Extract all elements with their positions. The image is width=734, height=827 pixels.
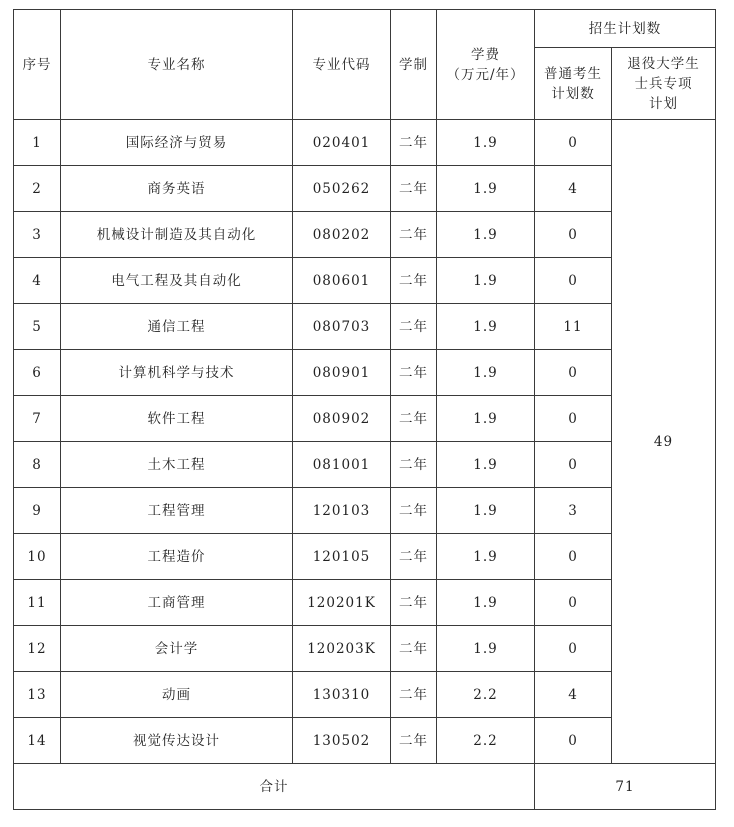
cell-regular: 0 [535, 396, 612, 442]
cell-regular: 0 [535, 442, 612, 488]
cell-fee: 1.9 [437, 534, 535, 580]
cell-duration: 二年 [391, 396, 437, 442]
cell-seq: 1 [14, 120, 61, 166]
cell-code: 080202 [293, 212, 391, 258]
cell-seq: 13 [14, 672, 61, 718]
cell-duration: 二年 [391, 166, 437, 212]
cell-regular: 0 [535, 626, 612, 672]
cell-regular: 11 [535, 304, 612, 350]
cell-seq: 12 [14, 626, 61, 672]
header-fee [437, 10, 535, 120]
cell-regular: 3 [535, 488, 612, 534]
header-name: 专业名称 [61, 10, 293, 120]
cell-duration: 二年 [391, 580, 437, 626]
table-row [14, 350, 716, 396]
cell-name: 视觉传达设计 [61, 718, 293, 764]
cell-name: 电气工程及其自动化 [61, 258, 293, 304]
cell-regular: 0 [535, 258, 612, 304]
cell-code: 120201K [293, 580, 391, 626]
table-row [14, 718, 716, 764]
cell-veteran-total: 49 [612, 120, 716, 764]
cell-regular: 0 [535, 718, 612, 764]
cell-fee: 1.9 [437, 488, 535, 534]
cell-name: 软件工程 [61, 396, 293, 442]
cell-code: 050262 [293, 166, 391, 212]
cell-duration: 二年 [391, 626, 437, 672]
header-plan-regular-line1: 普通考生 [544, 65, 602, 82]
table-row [14, 626, 716, 672]
cell-regular: 0 [535, 350, 612, 396]
cell-seq: 3 [14, 212, 61, 258]
cell-regular: 0 [535, 534, 612, 580]
header-plan-veteran-line3: 计划 [649, 95, 678, 112]
header-fee-line2: （万元/年） [446, 66, 525, 83]
cell-name: 工商管理 [61, 580, 293, 626]
cell-seq: 11 [14, 580, 61, 626]
cell-fee: 1.9 [437, 258, 535, 304]
table-row [14, 212, 716, 258]
cell-fee: 1.9 [437, 212, 535, 258]
cell-fee: 2.2 [437, 718, 535, 764]
cell-regular: 0 [535, 212, 612, 258]
cell-code: 080901 [293, 350, 391, 396]
cell-regular: 0 [535, 580, 612, 626]
enrollment-plan-table [13, 9, 716, 810]
table-row [14, 120, 716, 166]
cell-name: 机械设计制造及其自动化 [61, 212, 293, 258]
cell-name: 商务英语 [61, 166, 293, 212]
header-plan-group: 招生计划数 [535, 10, 716, 48]
table-row [14, 396, 716, 442]
cell-fee: 1.9 [437, 442, 535, 488]
cell-code: 081001 [293, 442, 391, 488]
cell-regular: 4 [535, 166, 612, 212]
table-row [14, 534, 716, 580]
table-row [14, 580, 716, 626]
cell-regular: 0 [535, 120, 612, 166]
table-row [14, 258, 716, 304]
cell-duration: 二年 [391, 258, 437, 304]
cell-code: 130310 [293, 672, 391, 718]
header-code: 专业代码 [293, 10, 391, 120]
cell-duration: 二年 [391, 534, 437, 580]
cell-name: 工程管理 [61, 488, 293, 534]
cell-duration: 二年 [391, 304, 437, 350]
cell-fee: 2.2 [437, 672, 535, 718]
cell-name: 会计学 [61, 626, 293, 672]
table-row [14, 672, 716, 718]
cell-seq: 6 [14, 350, 61, 396]
cell-fee: 1.9 [437, 304, 535, 350]
cell-name: 动画 [61, 672, 293, 718]
total-row [14, 764, 716, 810]
cell-fee: 1.9 [437, 626, 535, 672]
cell-seq: 9 [14, 488, 61, 534]
cell-duration: 二年 [391, 350, 437, 396]
cell-seq: 2 [14, 166, 61, 212]
cell-seq: 4 [14, 258, 61, 304]
cell-code: 080902 [293, 396, 391, 442]
header-plan-regular-line2: 计划数 [551, 85, 595, 102]
cell-name: 计算机科学与技术 [61, 350, 293, 396]
cell-duration: 二年 [391, 672, 437, 718]
header-duration: 学制 [391, 10, 437, 120]
cell-code: 120203K [293, 626, 391, 672]
header-plan-veteran-line1: 退役大学生 [627, 55, 700, 72]
table-row [14, 304, 716, 350]
cell-duration: 二年 [391, 442, 437, 488]
cell-name: 通信工程 [61, 304, 293, 350]
cell-duration: 二年 [391, 212, 437, 258]
table-row [14, 166, 716, 212]
cell-seq: 10 [14, 534, 61, 580]
header-row-top [14, 10, 716, 48]
cell-fee: 1.9 [437, 580, 535, 626]
cell-code: 130502 [293, 718, 391, 764]
table-row [14, 442, 716, 488]
header-fee-line1: 学费 [471, 46, 500, 63]
cell-seq: 14 [14, 718, 61, 764]
header-seq: 序号 [14, 10, 61, 120]
cell-name: 土木工程 [61, 442, 293, 488]
cell-duration: 二年 [391, 718, 437, 764]
total-label: 合计 [14, 764, 535, 810]
cell-code: 020401 [293, 120, 391, 166]
cell-name: 国际经济与贸易 [61, 120, 293, 166]
cell-duration: 二年 [391, 488, 437, 534]
cell-fee: 1.9 [437, 166, 535, 212]
cell-fee: 1.9 [437, 350, 535, 396]
cell-seq: 5 [14, 304, 61, 350]
table-row [14, 488, 716, 534]
cell-regular: 4 [535, 672, 612, 718]
header-plan-veteran [612, 48, 716, 120]
cell-code: 080703 [293, 304, 391, 350]
cell-code: 120103 [293, 488, 391, 534]
cell-seq: 8 [14, 442, 61, 488]
cell-code: 080601 [293, 258, 391, 304]
cell-seq: 7 [14, 396, 61, 442]
cell-code: 120105 [293, 534, 391, 580]
cell-fee: 1.9 [437, 120, 535, 166]
total-value: 71 [535, 764, 716, 810]
cell-duration: 二年 [391, 120, 437, 166]
header-plan-veteran-line2: 士兵专项 [634, 75, 693, 92]
cell-name: 工程造价 [61, 534, 293, 580]
header-plan-regular [535, 48, 612, 120]
cell-fee: 1.9 [437, 396, 535, 442]
